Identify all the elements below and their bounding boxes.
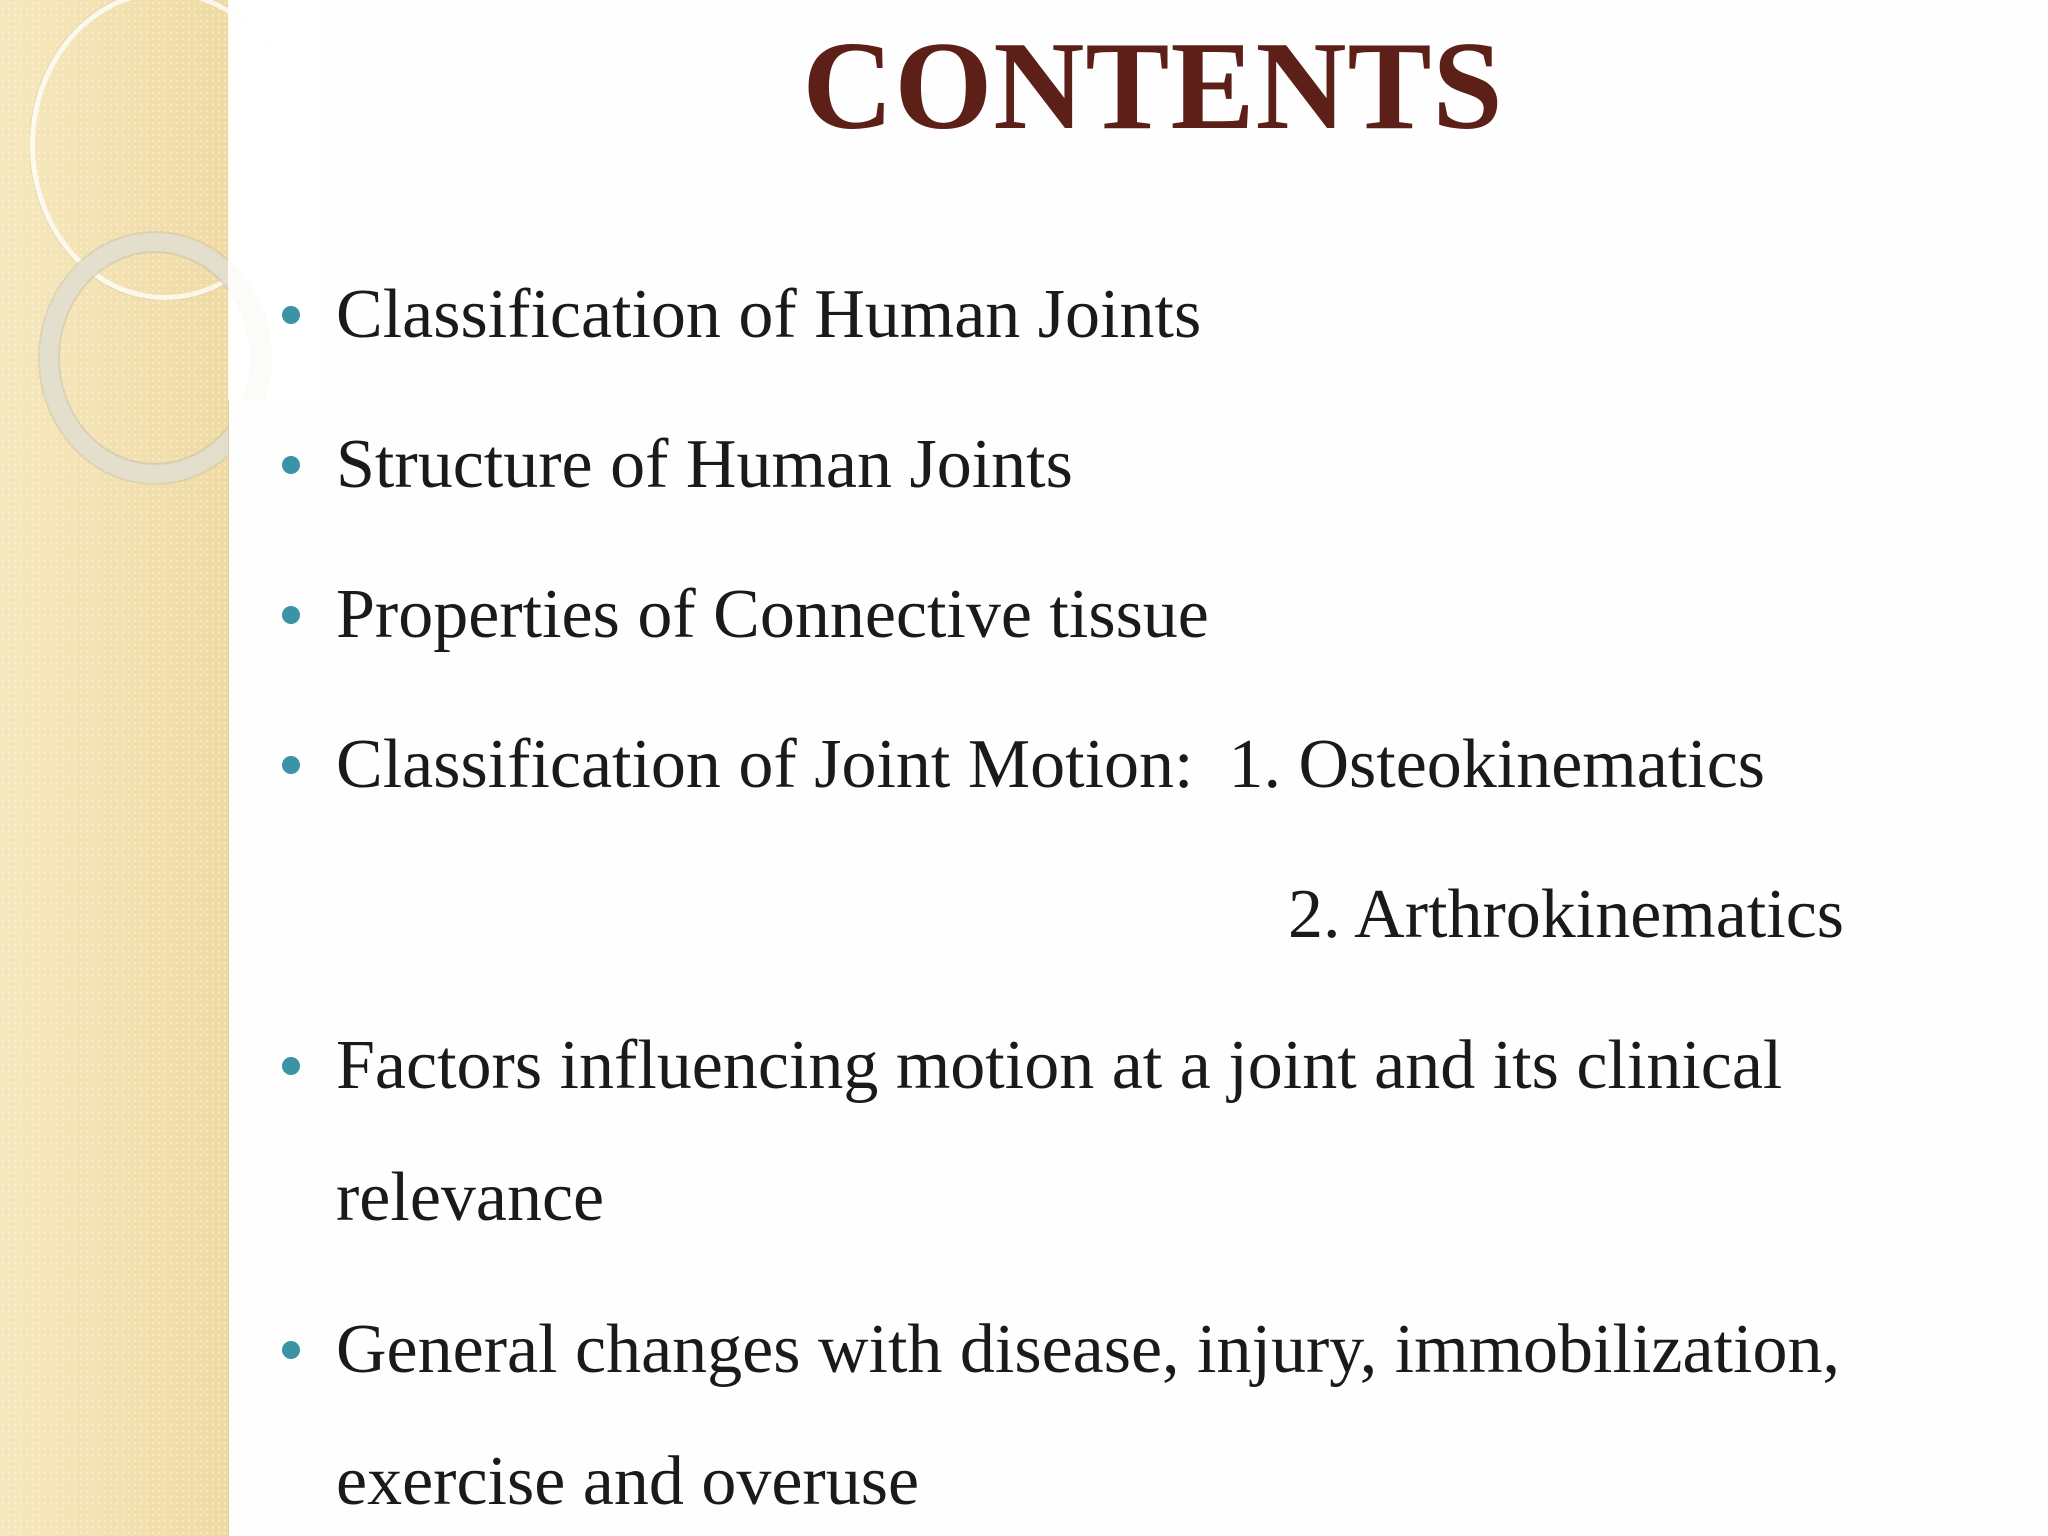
bullet-dot-icon	[282, 1341, 300, 1359]
bullet-subline	[278, 840, 1998, 990]
bullet-item	[278, 390, 1998, 540]
bullet-text: General changes with disease, injury, immobilization, exercise and overuse	[336, 1311, 1840, 1520]
decorative-side-panel	[0, 0, 229, 1536]
bullet-text: Structure of Human Joints	[336, 426, 1073, 503]
ring-decoration	[0, 0, 228, 1536]
bullet-subline-text: 2. Arthrokinematics	[1288, 876, 1845, 953]
slide-title	[228, 17, 2048, 156]
bullet-item	[278, 540, 1998, 690]
bullet-list	[278, 240, 1998, 1536]
bullet-dot-icon	[282, 306, 300, 324]
bullet-item	[278, 240, 1998, 390]
slide-title-text: CONTENTS	[802, 17, 1504, 156]
bullet-dot-icon	[282, 456, 300, 474]
small-ring-shape	[40, 233, 228, 483]
bullet-item	[278, 1284, 1998, 1536]
bullet-dot-icon	[282, 1057, 300, 1075]
bullet-text: Factors influencing motion at a joint and its clinical relevance	[336, 1027, 1783, 1236]
bullet-dot-icon	[282, 756, 300, 774]
bullet-item	[278, 690, 1998, 840]
bullet-dot-icon	[282, 606, 300, 624]
bullet-text: Classification of Joint Motion: 1. Osteokinematics	[336, 726, 1766, 803]
bullet-text: Properties of Connective tissue	[336, 576, 1209, 653]
bullet-item	[278, 1000, 1998, 1264]
bullet-text: Classification of Human Joints	[336, 276, 1202, 353]
